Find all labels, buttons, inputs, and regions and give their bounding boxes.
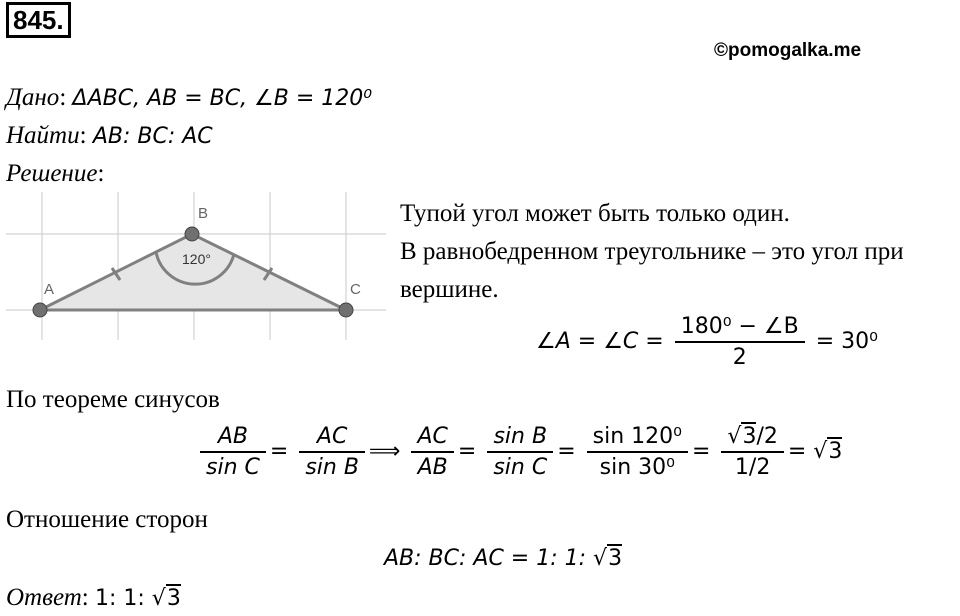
sine-frac-3 — [411, 424, 453, 480]
sine-op-4: = — [557, 439, 576, 464]
sine-frac-5-den: sin 30⁰ — [599, 455, 675, 480]
angle-eq-numerator: 180⁰ − ∠B — [675, 314, 805, 343]
sine-frac-6 — [721, 424, 783, 480]
answer-radicand: 3 — [166, 586, 181, 611]
find-expr: AB: BC: AC — [92, 124, 213, 149]
sine-frac-2-num: AC — [299, 424, 365, 453]
watermark: ©pomogalka.me — [714, 40, 862, 61]
find-line: Найти: AB: BC: AC — [6, 122, 213, 149]
angle-label: 120° — [182, 251, 211, 267]
label-c: C — [350, 281, 361, 298]
sine-op-1: = — [269, 439, 289, 464]
given-label: Дано — [6, 84, 60, 111]
solution-label: Решение — [6, 160, 98, 187]
angle-equation — [536, 314, 878, 370]
sine-equation — [196, 424, 842, 480]
sine-frac-5 — [587, 424, 688, 480]
explanation-line1: Тупой угол может быть только один. — [400, 200, 790, 227]
sine-frac-2 — [299, 424, 365, 480]
vertex-b — [185, 227, 199, 241]
vertex-a — [33, 303, 47, 317]
angle-eq-denominator: 2 — [732, 345, 747, 370]
sine-op-5: = — [691, 439, 711, 464]
label-b: B — [198, 205, 209, 222]
sine-frac-6-den: 1/2 — [734, 455, 771, 480]
sine-frac-4-num: sin B — [487, 424, 553, 453]
triangle-abc — [40, 234, 346, 310]
ratio-eq-lhs: AB: BC: AC = 1: 1: √ — [384, 546, 608, 571]
triangle-figure — [6, 192, 386, 340]
explanation-line2: В равнобедренном треугольнике – это угол при — [400, 238, 904, 265]
sine-label: По теореме синусов — [6, 386, 220, 413]
sine-frac-5-num: sin 120⁰ — [587, 424, 688, 453]
sine-frac-1 — [200, 424, 266, 480]
problem-number: 845. — [6, 2, 71, 38]
explanation-line3: вершине. — [400, 276, 499, 303]
given-expr: ΔABC, AB = BC, ∠B = 120⁰ — [72, 86, 373, 111]
find-label: Найти — [6, 122, 80, 149]
answer-line: Ответ: 1: 1: √3 — [6, 584, 181, 611]
sine-frac-4-den: sin C — [493, 455, 548, 480]
sine-op-3: = — [457, 439, 477, 464]
sine-op-6: = √ — [787, 439, 828, 464]
answer-label: Ответ — [6, 584, 82, 611]
label-a: A — [44, 281, 55, 298]
sine-frac-3-den: AB — [417, 455, 448, 480]
sine-frac-6-num: √3/2 — [721, 424, 783, 453]
sine-frac-1-num: AB — [200, 424, 266, 453]
solution-line: Решение: — [6, 160, 105, 187]
sine-frac-1-den: sin C — [206, 455, 260, 480]
ratio-label: Отношение сторон — [6, 506, 208, 533]
vertex-c — [339, 303, 353, 317]
sine-frac-6-radicand: 3 — [742, 424, 757, 449]
sine-result: 3 — [828, 439, 843, 464]
sine-frac-2-den: sin B — [305, 455, 359, 480]
angle-eq-fraction — [675, 314, 805, 370]
sine-op-2: ⟹ — [368, 439, 401, 464]
angle-eq-lhs: ∠A = ∠C = — [536, 329, 664, 354]
sine-frac-6-rest: /2 — [756, 424, 778, 449]
sine-frac-3-num: AC — [411, 424, 453, 453]
sine-frac-4 — [487, 424, 553, 480]
angle-eq-rhs: = 30⁰ — [815, 329, 878, 354]
answer-value: 1: 1: √ — [94, 586, 166, 611]
ratio-eq-radicand: 3 — [608, 546, 623, 571]
ratio-equation — [384, 546, 622, 571]
given-line: Дано: ΔABC, AB = BC, ∠B = 120⁰ — [6, 84, 373, 111]
